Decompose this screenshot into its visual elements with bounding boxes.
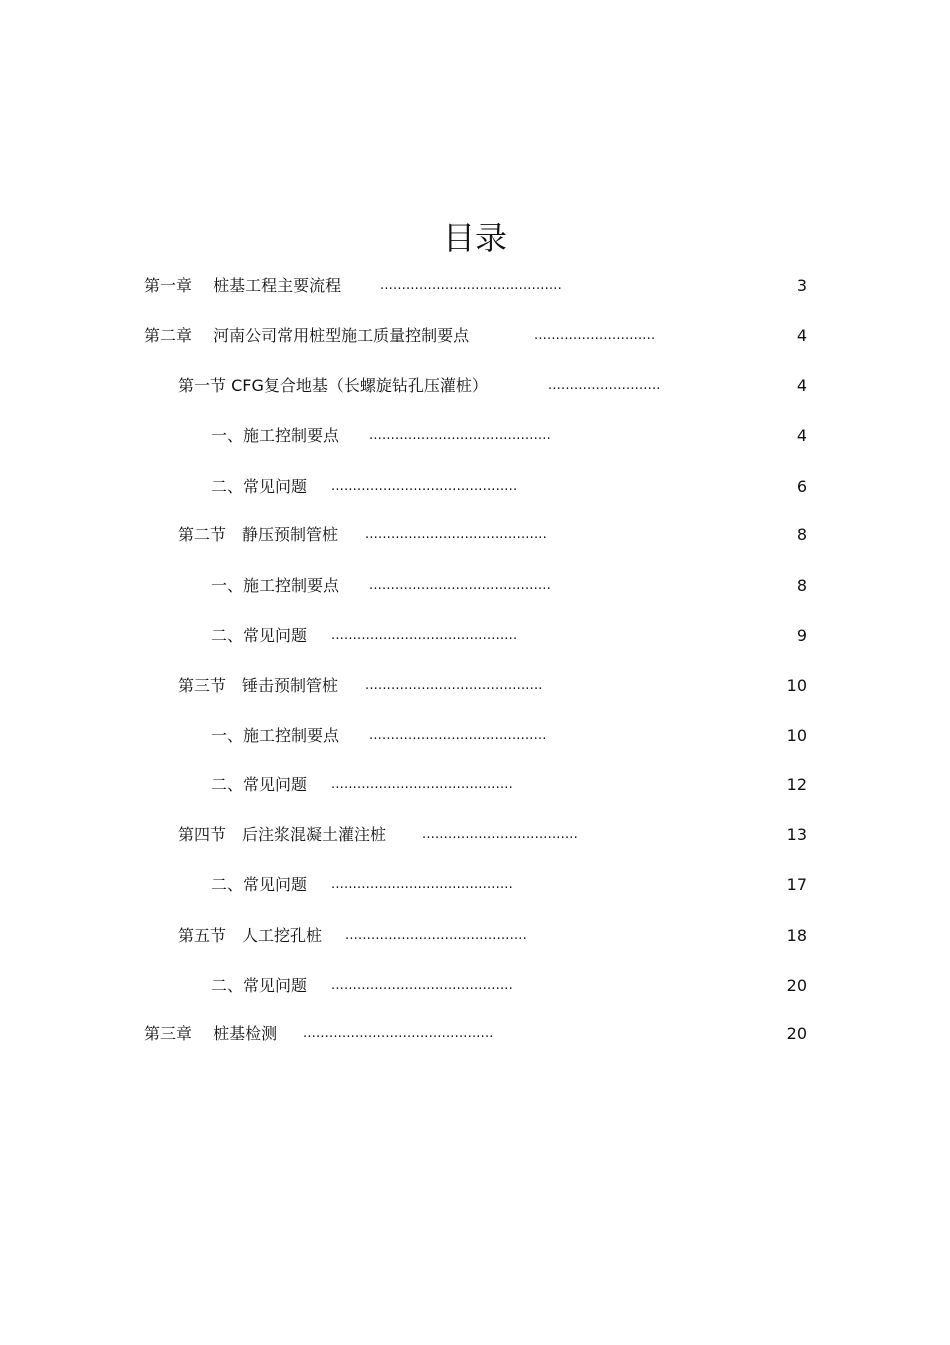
toc-entry-subsection[interactable] [0, 424, 950, 448]
toc-leader-dots: ......................................... [369, 728, 547, 743]
toc-entry-label: 第五节 人工挖孔桩 [178, 926, 323, 945]
toc-entry-subsection[interactable] [0, 773, 950, 797]
toc-leader-dots: .......................................... [380, 278, 562, 293]
toc-leader-dots: .......................................... [331, 877, 513, 892]
toc-entry-section-1[interactable] [0, 374, 950, 398]
toc-page-number: 8 [796, 576, 807, 595]
toc-leader-dots: .......................................... [345, 928, 527, 943]
toc-leader-dots: .......................................... [369, 578, 551, 593]
toc-page-number: 6 [796, 477, 807, 496]
toc-entry-section-4[interactable] [0, 823, 950, 847]
toc-page-number: 9 [796, 626, 807, 645]
toc-leader-dots: ............................................ [303, 1026, 494, 1041]
toc-entry-label: 二、常见问题 [211, 775, 308, 794]
toc-page-number: 4 [796, 326, 807, 345]
toc-leader-dots: ............................ [534, 328, 656, 343]
toc-page-number: 12 [786, 775, 807, 794]
toc-entry-label: 第一章 桩基工程主要流程 [144, 276, 342, 295]
toc-title: 目录 [442, 219, 507, 257]
toc-page-number: 20 [786, 1024, 807, 1043]
toc-entry-subsection[interactable] [0, 624, 950, 648]
toc-page-number: 13 [786, 825, 807, 844]
toc-entry-section-3[interactable] [0, 674, 950, 698]
toc-entry-section-2[interactable] [0, 523, 950, 547]
toc-entry-label: 一、施工控制要点 [211, 576, 340, 595]
toc-entry-label: 第二章 河南公司常用桩型施工质量控制要点 [144, 326, 470, 345]
toc-leader-dots: .......................................... [331, 777, 513, 792]
toc-page-number: 8 [796, 525, 807, 544]
toc-entry-chapter-3[interactable] [0, 1022, 950, 1046]
toc-entry-chapter-1[interactable] [0, 274, 950, 298]
toc-leader-dots: .......................................... [369, 428, 551, 443]
toc-entry-label: 二、常见问题 [211, 976, 308, 995]
toc-entry-label: 第三节 锤击预制管桩 [178, 676, 339, 695]
toc-entry-label: 二、常见问题 [211, 477, 308, 496]
toc-entry-label: 一、施工控制要点 [211, 426, 340, 445]
toc-page-number: 17 [786, 875, 807, 894]
toc-page-number: 4 [796, 376, 807, 395]
toc-entry-label: 第一节 CFG复合地基（长螺旋钻孔压灌桩） [178, 376, 488, 395]
toc-entry-label: 二、常见问题 [211, 626, 308, 645]
toc-entry-section-5[interactable] [0, 924, 950, 948]
toc-page-number: 4 [796, 426, 807, 445]
toc-page-number: 10 [786, 726, 807, 745]
toc-entry-chapter-2[interactable] [0, 324, 950, 348]
toc-page-number: 3 [796, 276, 807, 295]
toc-leader-dots: ........................................... [331, 479, 518, 494]
toc-entry-label: 第二节 静压预制管桩 [178, 525, 339, 544]
toc-leader-dots: ......................................... [365, 678, 543, 693]
toc-leader-dots: ........................................... [331, 628, 518, 643]
toc-entry-subsection[interactable] [0, 475, 950, 499]
toc-page-number: 20 [786, 976, 807, 995]
toc-leader-dots: .......................................... [365, 527, 547, 542]
toc-entry-subsection[interactable] [0, 873, 950, 897]
toc-entry-label: 二、常见问题 [211, 875, 308, 894]
toc-leader-dots: .................................... [422, 827, 578, 842]
toc-entry-subsection[interactable] [0, 574, 950, 598]
toc-leader-dots: .......................... [548, 378, 661, 393]
toc-entry-subsection[interactable] [0, 974, 950, 998]
toc-leader-dots: .......................................... [331, 978, 513, 993]
toc-page-number: 18 [786, 926, 807, 945]
toc-page-number: 10 [786, 676, 807, 695]
toc-entry-label: 一、施工控制要点 [211, 726, 340, 745]
toc-entry-label: 第四节 后注浆混凝土灌注桩 [178, 825, 387, 844]
toc-entry-subsection[interactable] [0, 724, 950, 748]
toc-entry-label: 第三章 桩基检测 [144, 1024, 278, 1043]
